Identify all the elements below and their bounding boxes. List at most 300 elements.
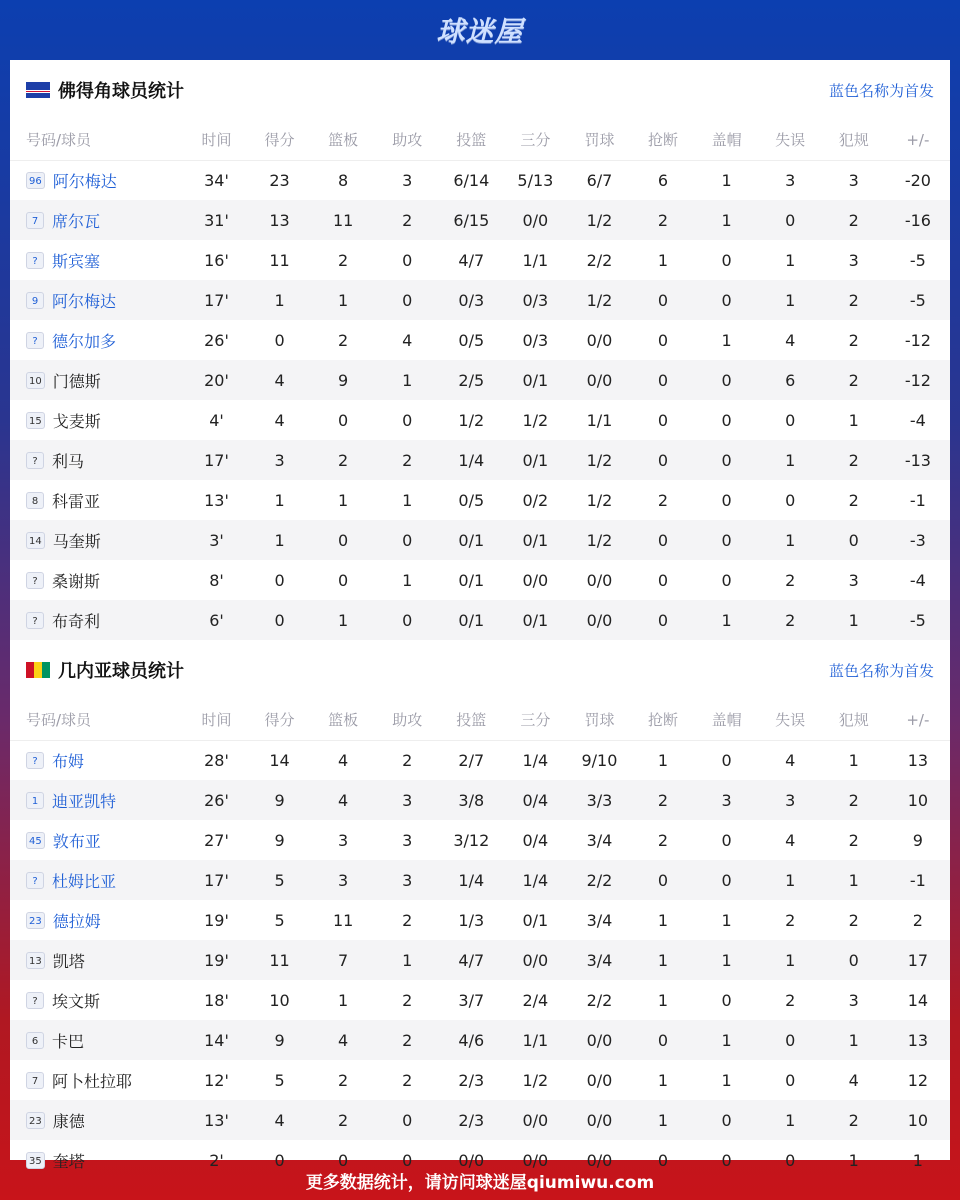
stat-cell: 2: [631, 200, 694, 240]
stat-cell: 1: [759, 940, 822, 980]
stat-cell: 0: [695, 440, 759, 480]
jersey-number-badge: 8: [26, 492, 44, 509]
brand-logo-text: 球迷屋: [436, 15, 524, 48]
stat-cell: 1: [631, 940, 694, 980]
stat-cell: 1: [759, 1100, 822, 1140]
stat-cell: -16: [886, 200, 950, 240]
player-name[interactable]: 席尔瓦: [52, 211, 101, 231]
player-name[interactable]: 阿尔梅达: [52, 291, 117, 311]
stat-cell: 3: [759, 780, 822, 820]
stat-cell: 0/4: [503, 780, 567, 820]
column-header-player: 号码/球员: [10, 120, 185, 160]
stat-cell: 0/3: [522, 330, 549, 350]
stat-cell: 0/1: [503, 520, 567, 560]
starter-note: 蓝色名称为首发: [828, 661, 934, 680]
jersey-number-badge: 14: [26, 532, 45, 549]
stat-cell: 3/3: [567, 780, 631, 820]
stat-cell: 1: [657, 1070, 669, 1090]
brand-logo: [0, 0, 960, 60]
stat-cell: 4: [311, 780, 375, 820]
column-header: 抢断: [631, 700, 694, 740]
stat-cell: 10: [886, 1100, 950, 1140]
stat-cell: 0: [402, 1150, 413, 1170]
stat-cell: 0: [631, 520, 694, 560]
stat-cell: 0: [274, 570, 285, 590]
stat-cell: 1: [721, 170, 732, 190]
column-header: 盖帽: [695, 700, 759, 740]
player-name[interactable]: 阿尔梅达: [52, 171, 117, 191]
stat-cell: 13': [185, 1100, 248, 1140]
stat-cell: 5: [274, 1070, 285, 1090]
column-header-player: 号码/球员: [10, 700, 185, 740]
starter-note: 蓝色名称为首发: [828, 81, 934, 100]
stat-cell: 0: [721, 990, 732, 1010]
stat-cell: 17': [185, 440, 248, 480]
stat-cell: 2: [785, 570, 796, 590]
stat-cell: -1: [886, 860, 950, 900]
jersey-number-badge: ?: [26, 452, 44, 469]
stat-cell: 0: [338, 1150, 349, 1170]
stat-cell: 1: [721, 330, 732, 350]
stat-cell: 3: [402, 170, 413, 190]
jersey-number-badge: 6: [26, 1032, 44, 1049]
column-header: 得分: [248, 120, 311, 160]
stat-cell: 0/1: [439, 520, 503, 560]
column-header: 犯规: [822, 120, 886, 160]
jersey-number-badge: 13: [26, 952, 45, 969]
stat-cell: 9: [274, 830, 285, 850]
stat-cell: 0/1: [503, 440, 567, 480]
stat-cell: 2: [848, 330, 859, 350]
table-row: [10, 1100, 950, 1140]
stat-cell: 2: [657, 490, 669, 510]
stat-cell: 0: [631, 360, 694, 400]
stat-cell: 0/1: [503, 360, 567, 400]
stat-cell: 26': [204, 330, 229, 350]
table-row: [10, 200, 950, 240]
stat-cell: 2: [375, 200, 439, 240]
stat-cell: 0/0: [503, 940, 567, 980]
stat-cell: 1/4: [439, 440, 503, 480]
stat-cell: 1: [338, 990, 349, 1010]
stat-cell: 0/1: [522, 910, 549, 930]
player-name[interactable]: 德拉姆: [52, 911, 101, 931]
stat-cell: 3: [848, 170, 859, 190]
stat-cell: 4/7: [439, 940, 503, 980]
stat-cell: 0/0: [567, 1100, 631, 1140]
jersey-number-badge: 45: [26, 832, 45, 849]
stat-cell: 0/2: [522, 490, 549, 510]
stat-cell: 0/1: [439, 600, 503, 640]
stat-cell: 0/0: [586, 330, 613, 350]
stat-cell: 4: [848, 1070, 859, 1090]
stat-cell: 0: [721, 830, 732, 850]
stat-cell: 0: [657, 410, 669, 430]
stat-cell: 11: [311, 200, 375, 240]
jersey-number-badge: ?: [26, 572, 44, 589]
stat-cell: 1/2: [586, 490, 613, 510]
player-cell: [10, 480, 185, 520]
stat-cell: 3: [402, 830, 413, 850]
footer-link[interactable]: [0, 1160, 960, 1200]
player-name[interactable]: 敦布亚: [52, 831, 101, 851]
stat-cell: 8: [338, 170, 349, 190]
stat-cell: 0: [695, 280, 759, 320]
stat-cell: 2: [338, 250, 349, 270]
stat-cell: 0: [759, 200, 822, 240]
stat-cell: 0/0: [458, 1150, 485, 1170]
stat-cell: 13': [204, 490, 229, 510]
stat-cell: 2: [822, 280, 886, 320]
player-cell: [10, 900, 185, 940]
stat-cell: 1: [375, 360, 439, 400]
stat-cell: 1: [759, 440, 822, 480]
player-name: 桑谢斯: [52, 571, 101, 591]
footer-text: 更多数据统计，请访问球迷屋qiumiwu.com: [305, 1172, 655, 1193]
stat-cell: -13: [886, 440, 950, 480]
stat-cell: 1/2: [567, 280, 631, 320]
player-cell: [10, 160, 185, 200]
stat-cell: -5: [886, 280, 950, 320]
jersey-number-badge: ?: [26, 872, 44, 889]
column-header: +/-: [886, 120, 950, 160]
stat-cell: 1/4: [522, 750, 549, 770]
table-row: [10, 520, 950, 560]
stat-cell: 2: [311, 1100, 375, 1140]
jersey-number-badge: ?: [26, 332, 44, 349]
stat-cell: 0: [822, 940, 886, 980]
player-cell: [10, 360, 185, 400]
column-header: 罚球: [567, 700, 631, 740]
stat-cell: 12: [907, 1070, 929, 1090]
stat-cell: 3/12: [453, 830, 490, 850]
stat-cell: 0: [721, 410, 732, 430]
stats-panel: [10, 60, 950, 1171]
player-cell: [10, 940, 185, 980]
stat-cell: 2/2: [567, 860, 631, 900]
stat-cell: 1: [657, 910, 669, 930]
stat-cell: 4: [785, 750, 796, 770]
stat-cell: 1/4: [503, 860, 567, 900]
stat-cell: 1: [338, 490, 349, 510]
player-cell: [10, 1060, 185, 1100]
stat-cell: 18': [204, 990, 229, 1010]
stat-cell: 0: [822, 520, 886, 560]
stat-cell: 9: [912, 830, 923, 850]
stat-cell: 17: [886, 940, 950, 980]
stat-cell: 2: [759, 600, 822, 640]
column-header: 犯规: [822, 700, 886, 740]
stat-cell: 2/5: [439, 360, 503, 400]
stat-cell: 2': [209, 1150, 224, 1170]
stat-cell: 1/2: [567, 520, 631, 560]
guinea-flag-icon: [26, 662, 50, 678]
player-name: 科雷亚: [52, 491, 101, 511]
stat-cell: 1/2: [567, 200, 631, 240]
stat-cell: 3/4: [567, 940, 631, 980]
player-name[interactable]: 迪亚凯特: [52, 791, 117, 811]
stat-cell: 1: [311, 280, 375, 320]
stat-cell: 1: [848, 750, 859, 770]
stat-cell: 0: [721, 490, 732, 510]
stat-cell: 0/0: [567, 1020, 631, 1060]
table-header-row: [10, 120, 950, 160]
player-name[interactable]: 布姆: [52, 751, 85, 771]
stat-cell: 0: [657, 1150, 669, 1170]
column-header: 时间: [185, 700, 248, 740]
stat-cell: 5/13: [517, 170, 554, 190]
stat-cell: -5: [886, 600, 950, 640]
stat-cell: 1: [695, 200, 759, 240]
stat-cell: 17': [185, 860, 248, 900]
stat-cell: 4: [248, 360, 311, 400]
stat-cell: 4: [338, 750, 349, 770]
team-title: [26, 657, 184, 683]
jersey-number-badge: ?: [26, 752, 44, 769]
stat-cell: -4: [909, 570, 926, 590]
stat-cell: 3: [695, 780, 759, 820]
stat-cell: 1/2: [522, 1070, 549, 1090]
stat-cell: 19': [204, 910, 229, 930]
stat-cell: 3/4: [586, 830, 613, 850]
stat-cell: 1: [311, 600, 375, 640]
player-name[interactable]: 杜姆比亚: [52, 871, 117, 891]
stat-cell: 1: [695, 1020, 759, 1060]
stat-cell: 2: [631, 780, 694, 820]
stat-cell: 0: [721, 570, 732, 590]
stat-cell: 2: [848, 910, 859, 930]
stat-cell: 0/3: [503, 280, 567, 320]
player-cell: [10, 440, 185, 480]
stat-cell: 1: [657, 990, 669, 1010]
stat-cell: 0/5: [458, 490, 485, 510]
player-cell: [10, 740, 185, 780]
player-name[interactable]: 德尔加多: [52, 331, 117, 351]
stat-cell: 13: [248, 200, 311, 240]
stat-cell: 14: [269, 750, 290, 770]
stat-cell: 5: [274, 910, 285, 930]
stat-cell: 17': [185, 280, 248, 320]
stat-cell: 1: [375, 940, 439, 980]
table-row: [10, 1060, 950, 1100]
column-header: +/-: [886, 700, 950, 740]
stat-cell: 2: [338, 330, 349, 350]
stat-cell: 3: [375, 780, 439, 820]
stat-cell: 0: [785, 410, 796, 430]
table-row: [10, 480, 950, 520]
stat-cell: 28': [204, 750, 229, 770]
stat-cell: 0: [631, 440, 694, 480]
stat-cell: 1: [822, 600, 886, 640]
column-header: 投篮: [439, 700, 503, 740]
stat-cell: -5: [909, 250, 926, 270]
stat-cell: 1/2: [522, 410, 549, 430]
stat-cell: 0: [375, 520, 439, 560]
player-name: 卡巴: [52, 1031, 85, 1051]
stat-cell: 4/7: [458, 250, 485, 270]
stat-cell: 0: [248, 600, 311, 640]
stat-cell: 16': [204, 250, 229, 270]
stat-cell: 1: [822, 1020, 886, 1060]
player-cell: [10, 780, 185, 820]
stat-cell: 31': [185, 200, 248, 240]
table-row: [10, 320, 950, 360]
stat-cell: 2: [311, 440, 375, 480]
stat-cell: 14': [185, 1020, 248, 1060]
stat-cell: 10: [886, 780, 950, 820]
stat-cell: 0/0: [567, 600, 631, 640]
stat-cell: 2: [848, 830, 859, 850]
stat-cell: 0: [695, 360, 759, 400]
stat-cell: 13: [907, 750, 929, 770]
stat-cell: 2: [402, 750, 413, 770]
stat-cell: 1: [759, 520, 822, 560]
stat-cell: 6/7: [586, 170, 613, 190]
table-row: [10, 360, 950, 400]
table-row: [10, 780, 950, 820]
table-row: [10, 440, 950, 480]
stat-cell: 0: [721, 1150, 732, 1170]
stat-cell: 3: [311, 860, 375, 900]
stat-cell: 1: [657, 750, 669, 770]
stat-cell: 1: [695, 940, 759, 980]
stat-cell: 1: [402, 570, 413, 590]
stat-cell: 4: [785, 330, 796, 350]
column-header: 得分: [248, 700, 311, 740]
stat-cell: 3: [248, 440, 311, 480]
table-row: [10, 240, 950, 280]
stat-cell: 1/3: [458, 910, 485, 930]
stat-cell: 2: [822, 360, 886, 400]
table-row: [10, 740, 950, 780]
stat-cell: 3/4: [586, 910, 613, 930]
player-name[interactable]: 斯宾塞: [52, 251, 101, 271]
stat-cell: 0/1: [503, 600, 567, 640]
stat-cell: 0/0: [586, 570, 613, 590]
stat-cell: 0: [657, 330, 669, 350]
team-section-header: [10, 640, 950, 700]
stat-cell: 3: [848, 990, 859, 1010]
stat-cell: 1: [248, 280, 311, 320]
stat-cell: 11: [269, 250, 290, 270]
stat-cell: 2: [785, 990, 796, 1010]
table-row: [10, 980, 950, 1020]
stat-cell: 0: [695, 860, 759, 900]
stat-cell: 1/1: [586, 410, 613, 430]
stat-cell: 1: [402, 490, 413, 510]
stat-cell: 0: [338, 570, 349, 590]
column-header: 盖帽: [695, 120, 759, 160]
stat-cell: 2/3: [439, 1100, 503, 1140]
stat-cell: 1: [721, 1070, 732, 1090]
stat-cell: 2: [785, 910, 796, 930]
stat-cell: 3: [848, 250, 859, 270]
stat-cell: 1: [848, 1150, 859, 1170]
player-cell: [10, 860, 185, 900]
jersey-number-badge: ?: [26, 612, 44, 629]
player-cell: [10, 980, 185, 1020]
stat-cell: 0: [785, 1070, 796, 1090]
stat-cell: 0/0: [567, 360, 631, 400]
table-row: [10, 820, 950, 860]
stat-cell: 2: [375, 440, 439, 480]
stat-cell: 26': [185, 780, 248, 820]
stat-cell: 13: [886, 1020, 950, 1060]
cape-verde-flag-icon: [26, 82, 50, 98]
stat-cell: 1: [759, 280, 822, 320]
column-header: 时间: [185, 120, 248, 160]
player-cell: [10, 240, 185, 280]
table-row: [10, 900, 950, 940]
stat-cell: 9: [248, 1020, 311, 1060]
stat-cell: 3/8: [439, 780, 503, 820]
team-name: 几内亚球员统计: [58, 661, 184, 682]
stat-cell: 4: [311, 1020, 375, 1060]
stat-cell: 1: [274, 490, 285, 510]
column-header: 罚球: [567, 120, 631, 160]
player-name: 阿卜杜拉耶: [52, 1071, 133, 1091]
stat-cell: 2/4: [522, 990, 549, 1010]
team-name: 佛得角球员统计: [58, 81, 184, 102]
stat-cell: 0: [721, 250, 732, 270]
stat-cell: 1: [657, 250, 669, 270]
stat-cell: 6/14: [453, 170, 490, 190]
stat-cell: 2/2: [586, 990, 613, 1010]
stat-cell: 0: [695, 1100, 759, 1140]
stat-cell: 4: [274, 410, 285, 430]
stat-cell: 0: [631, 1020, 694, 1060]
stat-cell: 19': [185, 940, 248, 980]
stat-cell: -1: [909, 490, 926, 510]
stat-cell: 0: [657, 570, 669, 590]
stat-cell: 14: [907, 990, 929, 1010]
stat-cell: 23: [269, 170, 290, 190]
stat-cell: 8': [209, 570, 224, 590]
jersey-number-badge: 23: [26, 1112, 45, 1129]
stat-cell: 10: [269, 990, 290, 1010]
column-header: 三分: [503, 120, 567, 160]
stat-cell: 2: [848, 490, 859, 510]
team-title: [26, 77, 184, 103]
stat-cell: 1/2: [458, 410, 485, 430]
stat-cell: 7: [311, 940, 375, 980]
jersey-number-badge: 1: [26, 792, 44, 809]
stat-cell: 2: [375, 1020, 439, 1060]
stat-cell: 0: [402, 250, 413, 270]
stat-cell: 0: [631, 280, 694, 320]
player-name: 马奎斯: [52, 531, 101, 551]
stat-cell: 12': [204, 1070, 229, 1090]
stat-cell: 34': [204, 170, 229, 190]
stat-cell: 0: [695, 520, 759, 560]
stat-cell: 0: [338, 410, 349, 430]
stat-cell: 4: [402, 330, 413, 350]
player-cell: [10, 280, 185, 320]
stat-cell: 2: [822, 440, 886, 480]
stat-cell: 1/1: [522, 250, 549, 270]
table-row: [10, 280, 950, 320]
stat-cell: 0/0: [503, 1100, 567, 1140]
player-name: 利马: [52, 451, 85, 471]
jersey-number-badge: 7: [26, 212, 44, 229]
jersey-number-badge: ?: [26, 992, 44, 1009]
table-row: [10, 160, 950, 200]
stat-cell: 1/4: [439, 860, 503, 900]
stat-cell: 1: [248, 520, 311, 560]
stat-cell: 3/7: [458, 990, 485, 1010]
stat-cell: 2: [822, 1100, 886, 1140]
stat-cell: -3: [886, 520, 950, 560]
